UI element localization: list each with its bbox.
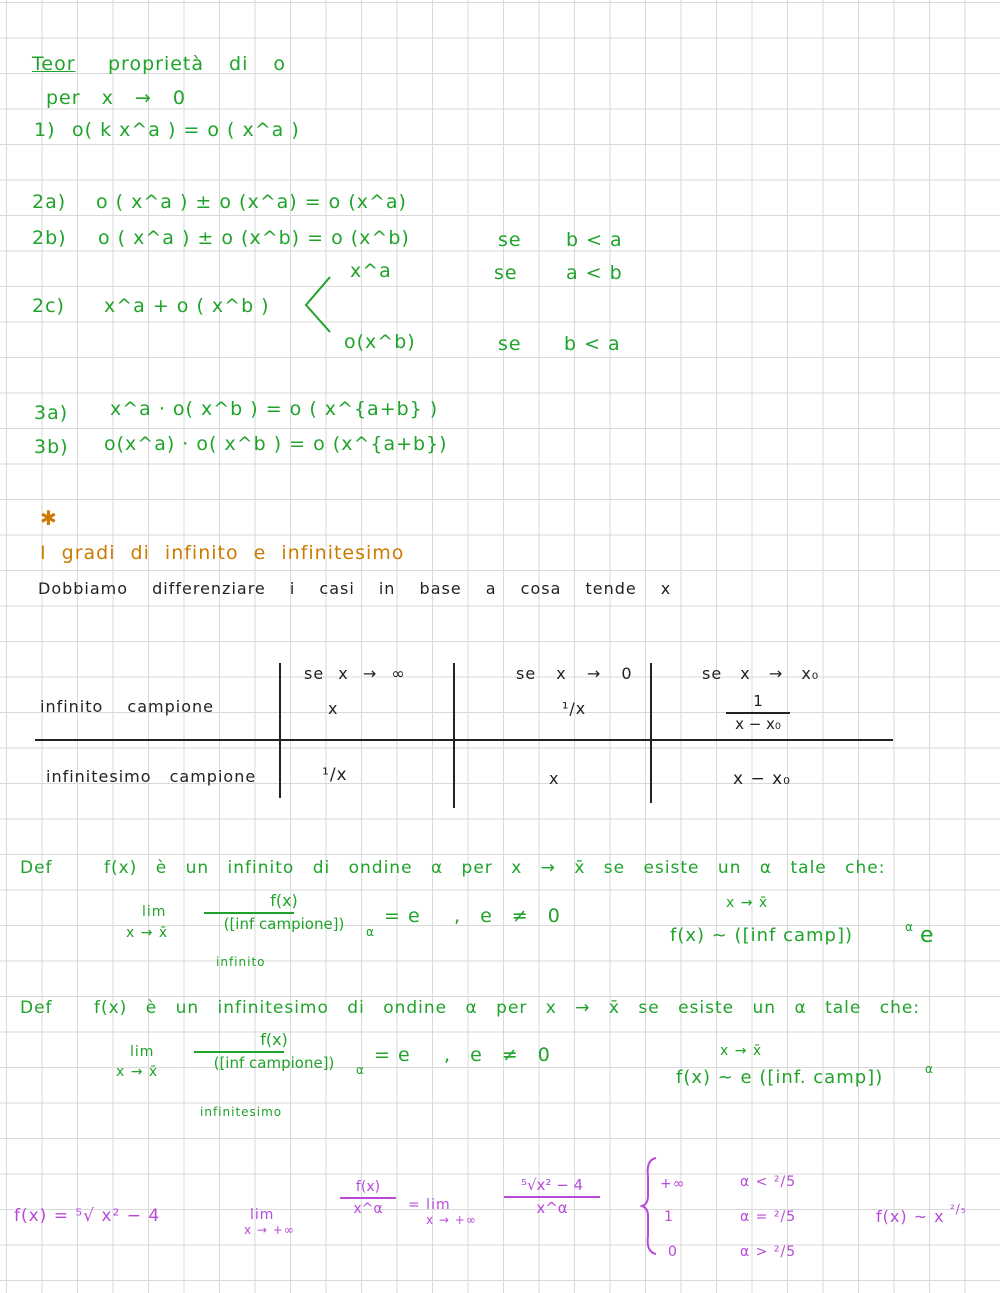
table-divider-3 xyxy=(650,663,652,803)
property-2c-case2: o(x^b) xyxy=(344,331,416,353)
def1-under-label: infinito xyxy=(216,955,266,969)
property-3a-label: 3a) xyxy=(34,402,69,424)
def1-asym-e: e xyxy=(920,923,935,948)
property-2a-expr: o ( x^a ) ± o (x^a) = o (x^a) xyxy=(96,191,407,213)
property-2c-case2-se: se xyxy=(498,333,522,355)
table-cell-infinitesimo-inf: ¹/x xyxy=(322,765,348,785)
def2-lim: lim xyxy=(130,1044,155,1060)
example-lim2-sub: x → +∞ xyxy=(426,1213,477,1227)
table-cell-infinito-x0-num: 1 xyxy=(753,692,763,710)
table-divider-2 xyxy=(453,663,455,808)
property-2c-label: 2c) xyxy=(32,295,65,317)
table-cell-infinitesimo-x0: x − x₀ xyxy=(733,769,791,789)
example-result-exponent: ²/₅ xyxy=(950,1202,967,1216)
example-lim1-sub: x → +∞ xyxy=(244,1223,295,1237)
def2-condition: , e ≠ 0 xyxy=(444,1044,551,1066)
def2-equals: = e xyxy=(374,1044,411,1066)
def2-under-label: infinitesimo xyxy=(200,1105,283,1119)
example-frac2-den: x^α xyxy=(536,1199,568,1217)
example-frac1-den: x^α xyxy=(353,1201,383,1217)
def1-asym-sub: x → x̄ xyxy=(726,895,769,911)
example-case2-cond: α = ²/5 xyxy=(740,1209,797,1225)
property-2b-label: 2b) xyxy=(32,227,67,249)
table-cell-infinito-x0 xyxy=(726,694,790,732)
def1-den: ([inf campione]) xyxy=(223,915,345,933)
def2-asym-sub: x → x̄ xyxy=(720,1043,763,1059)
example-case1-cond: α < ²/5 xyxy=(740,1174,797,1190)
def2-den: ([inf campione]) xyxy=(213,1054,335,1072)
cases-brace-icon xyxy=(640,1156,660,1256)
property-2b-expr: o ( x^a ) ± o (x^b) = o (x^b) xyxy=(98,227,410,249)
def2-asym-exponent: α xyxy=(925,1062,934,1076)
theorem-label: Teor xyxy=(32,53,76,75)
table-row-label-infinito: infinito campione xyxy=(40,697,214,716)
table-cell-infinitesimo-zero: x xyxy=(549,769,560,788)
property-2c-case1-se: se xyxy=(494,262,518,284)
example-fraction2 xyxy=(504,1178,600,1216)
def1-asymptotic: f(x) ~ ([inf camp]) xyxy=(670,925,854,946)
def2-lim-sub: x → x̄ xyxy=(116,1064,159,1080)
def1-label: Def xyxy=(20,858,53,878)
def1-text: f(x) è un infinito di ondine α per x → x̄ se esiste un α tale che: xyxy=(104,858,886,878)
table-cell-infinito-zero: ¹/x xyxy=(562,699,587,718)
def1-asym-exponent: α xyxy=(905,920,914,934)
table-divider-1 xyxy=(279,663,281,798)
def2-fraction xyxy=(194,1032,354,1071)
property-2b-se: se xyxy=(498,229,522,251)
table-cell-infinito-x0-den: x − x₀ xyxy=(735,715,781,733)
def1-condition: , e ≠ 0 xyxy=(454,905,561,927)
def1-lim-sub: x → x̄ xyxy=(126,925,169,941)
def1-lim: lim xyxy=(142,904,167,920)
def2-den-exponent: α xyxy=(356,1063,365,1077)
example-fraction1 xyxy=(340,1180,396,1216)
example-case3-cond: α > ²/5 xyxy=(740,1244,797,1260)
property-1-label: 1) xyxy=(34,119,56,141)
property-2b-cond: b < a xyxy=(566,229,623,251)
def1-num: f(x) xyxy=(270,891,298,910)
example-lim1: lim xyxy=(250,1207,275,1223)
property-1-expr: o( k x^a ) = o ( x^a ) xyxy=(72,119,300,141)
example-function: f(x) = ⁵√ x² − 4 xyxy=(14,1206,161,1226)
section-intro: Dobbiamo differenziare i casi in base a cosa tende x xyxy=(38,579,672,598)
def2-asymptotic: f(x) ~ e ([inf. camp]) xyxy=(676,1067,884,1088)
example-equals-lim: = lim xyxy=(408,1197,451,1213)
section-title: I gradi di infinito e infinitesimo xyxy=(40,542,405,564)
property-3b-label: 3b) xyxy=(34,436,69,458)
theorem-condition: per x → 0 xyxy=(46,87,186,109)
table-header-zero: se x → 0 xyxy=(516,664,633,683)
property-2c-expr: x^a + o ( x^b ) xyxy=(104,295,270,317)
table-header-inf: se x → ∞ xyxy=(304,664,406,683)
example-case1-value: +∞ xyxy=(660,1176,686,1192)
star-icon: ✱ xyxy=(40,506,58,530)
property-3b-expr: o(x^a) · o( x^b ) = o (x^{a+b}) xyxy=(104,433,448,455)
example-case3-value: 0 xyxy=(668,1244,678,1260)
property-2a-label: 2a) xyxy=(32,191,67,213)
property-2c-case2-cond: b < a xyxy=(564,333,621,355)
def2-label: Def xyxy=(20,998,53,1018)
table-header-x0: se x → x₀ xyxy=(702,664,820,683)
def2-num: f(x) xyxy=(260,1030,288,1049)
table-row-divider xyxy=(35,739,893,741)
table-row-label-infinitesimo: infinitesimo campione xyxy=(46,767,257,786)
example-case2-value: 1 xyxy=(664,1209,674,1225)
example-frac1-num: f(x) xyxy=(355,1179,381,1195)
table-cell-infinito-inf: x xyxy=(328,699,339,718)
property-3a-expr: x^a · o( x^b ) = o ( x^{a+b} ) xyxy=(110,398,439,420)
branch-brace-icon xyxy=(300,272,340,342)
example-frac2-num: ⁵√x² − 4 xyxy=(520,1176,584,1194)
def1-fraction xyxy=(204,893,364,932)
property-2c-case1-cond: a < b xyxy=(566,262,623,284)
def1-den-exponent: α xyxy=(366,925,375,939)
def1-equals: = e xyxy=(384,905,421,927)
theorem-title: proprietà di o xyxy=(108,53,287,75)
example-result: f(x) ~ x xyxy=(876,1207,945,1226)
def2-text: f(x) è un infinitesimo di ondine α per x → x̄ se esiste un α tale che: xyxy=(94,998,921,1018)
property-2c-case1: x^a xyxy=(350,260,392,282)
